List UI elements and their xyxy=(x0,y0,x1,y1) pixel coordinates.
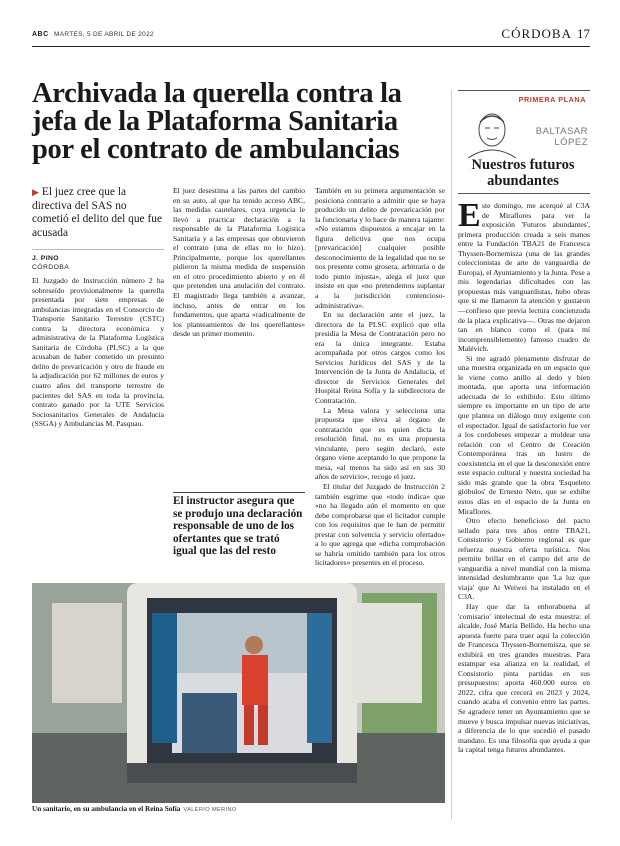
triangle-bullet-icon: ▶ xyxy=(32,187,39,197)
article-headline: Archivada la querella contra la jefa de la Plataforma Sanitaria por el contrato de ambulancias xyxy=(32,78,402,165)
column-paragraph-text: ste domingo, me acerqué al C3A de Miraflores para ver la exposición 'Futuros abundantes', primera producción creada a seis manos entre la Fundación TBA21 de Francesca Thyssen-Bornemisza (una de las grandes coleccionistas de arte de vanguardia de Europa), el Ayuntamiento y la Junta. Pese a mis legendarias dificultades con las propuestas más vanguardistas, hubo obras que sí me llamaron la atención y gustaron —confieso que previa lectura concienzuda de la placa explicativa—. Otras me dejaron tan en blanco como el (para mí incomprensiblemente) famoso cuadro de Malévich. xyxy=(458,201,590,354)
page-number: 17 xyxy=(577,26,590,41)
subtitle-text: El juez cree que la directiva del SAS no cometió el delito del que fue acusada xyxy=(32,186,162,239)
kicker-rule xyxy=(458,90,590,91)
column-author xyxy=(526,126,588,148)
article-column-2 xyxy=(173,186,305,339)
issue-date: MARTES, 5 DE ABRIL DE 2022 xyxy=(54,31,154,38)
column-paragraph: Otro efecto beneficioso del pacto sellado para tres años entre TBA21, Consistorio y Gobierno regional es que refuerza nuestra oferta turística. Nos permite brillar en el campo del arte de vanguardia a nivel mundial con la misma intensidad deslumbrante que 'La luz que viaja' que Ai Weiwei ha instalado en el C3A. xyxy=(458,516,590,602)
page-header xyxy=(32,26,590,46)
article-subtitle xyxy=(32,186,164,240)
author-last-name: LÓPEZ xyxy=(554,137,588,148)
header-rule xyxy=(32,46,590,47)
photo-credit: VALERIO MERINO xyxy=(183,807,237,813)
ambulance-illustration xyxy=(32,583,445,803)
column-title-rule xyxy=(458,193,590,194)
drop-cap: E xyxy=(458,197,481,234)
opinion-column xyxy=(458,197,590,755)
author-first-name: BALTASAR xyxy=(535,126,588,137)
article-paragraph: El titular del Juzgado de Instrucción 2 también esgrime que «todo indica» que «no ha llegado aún el momento en que debe comprobarse que el licitador cumple con los requisitos que le han de permitir prestar con solvencia y servicio ofertado» a lo que agrega que «dicha comprobación se habría omitido también para los otros licitadores» presentes en el proceso. xyxy=(315,481,445,568)
author-location: CÓRDOBA xyxy=(32,264,70,271)
column-title: Nuestros futuros abundantes xyxy=(471,157,575,189)
byline-rule xyxy=(32,249,164,250)
pullquote-rule xyxy=(173,492,305,493)
column-paragraph: Si me agradó plenamente disfrutar de una muestra organizada en un espacio que le viene como anillo al dedo y bien montada, que aporta una información adecuada de lo exhibido. Esto último siempre es importante en un tipo de arte que plantea un diálogo muy exigente con el espectador. Igual de satisfactorio fue ver a los cordobeses empezar a moldear una relación con el Centro de Creación Contemporánea tras un lustro de coexistencia en el que la desconexión entre este espacio cultural y nuestra sociedad ha sido más grande que la obra 'Esqueleto glóbulos' de Ernesto Neto, que se exhibe estos días en el espacio de la Junta en Miraflores. xyxy=(458,353,590,516)
article-paragraph: La Mesa valora y selecciona una propuesta que eleva al órgano de contratación que es quien dicta la resolución final, no es una propuesta vinculante, pero según declaró, este órgano viene aceptando lo que propone la mesa, «al menos ha sido así en sus 30 años de servicio», recoge el juez. xyxy=(315,405,445,482)
author-name: J. PINO xyxy=(32,255,59,262)
ambulance-photo xyxy=(32,583,445,803)
article-paragraph: También en su primera argumentación se posiciona contrario a admitir que se haya producido un delito de prevaricación por la funcionaria y lo hace de manera tajante: «No estamos dispuestos a encajar en la figura delictiva que nos ocupa [prevaricación] cualquier posible desconocimiento de la legalidad que no se nos presente como grosera, arbitraria o de todo punto injusta», alega el juez que insiste en que «no pretendemos suplantar a la jurisdicción contencioso-administrativa». xyxy=(315,186,445,310)
section-name: CÓRDOBA xyxy=(501,26,572,41)
column-divider xyxy=(451,90,452,820)
newspaper-brand: ABC xyxy=(32,31,49,38)
caption-text: Un sanitario, en su ambulancia en el Reina Sofía xyxy=(32,805,181,813)
pull-quote: El instructor asegura que se produjo una declaración responsable de uno de los ofertantes que se trató igual que las del resto xyxy=(173,495,303,558)
article-paragraph: En su declaración ante el juez, la directora de la PLSC explicó que ella presidía la Mesa de Contratación pero no era la única integrante. Estaba acompañada por otros cargos como los Servicios Jurídicos del SAS y de la Intervención de la Junta de Andalucía, el director de Servicios Generales del Hospital Reina Sofía y la subdirectora de Contratación. xyxy=(315,310,445,406)
author-sketch-icon xyxy=(458,108,526,158)
author-portrait xyxy=(458,108,526,158)
photo-caption xyxy=(32,805,445,813)
byline xyxy=(32,254,164,272)
kicker-label: PRIMERA PLANA xyxy=(518,95,586,104)
article-column-1 xyxy=(32,276,164,429)
article-paragraph: El Juzgado de Instrucción número 2 ha sobreseído provisionalmente la querella presentada por siete empresas de ambulancias integradas en el Consorcio de Transporte Sanitario Terrestre (CSTC) contra la directora económica y administrativa de la Plataforma Logística Sanitaria de Córdoba (PLSC) a la que acusaban de haber cometido un presunto delito de prevaricación y otro de fraude en la adjudicación por 62 millones de euros y cuatro años del transporte terrestre de pacientes del SAS en toda la provincia, contrato ganado por la UTE Servicios Sociosanitarios Generales de Andalucía (SSGA) y Ambulancias M. Pasquau. xyxy=(32,276,164,429)
article-column-3 xyxy=(315,186,445,568)
article-paragraph: El juez desestima a las partes del cambio en su auto, al que ha tenido acceso ABC, las medidas cautelares, cuya urgencia le llevó a practicar declaración a la responsable de la Plataforma Logística Sanitaria y a las empresas que obtuvieron el contrato (una de ellas no lo hizo). Principalmente, porque los querellantes pidieron la misma medida de suspensión en el otro procedimiento abierto y en él que pretenden una anulación del contrato. El magistrado llega también a avanzar, incluso, antes de entrar en los fundamentos, que aparta «radicalmente de los planteamientos de los querellantes» desde un primer momento. xyxy=(173,186,305,339)
column-paragraph: Hay que dar la enhorabuena al 'comisario' intelectual de esta muestra: el alcalde, José María Bellido. Ha hecho una apuesta fuerte para traer aquí la colección de Francesca Thyssen-Bornemisza, que se exhibirá en tres grandes muestras. Para estampar esa alianza en la realidad, el Consistorio pinta partidas en sus presupuestos: aporta 460.000 euros en 2022, cifra que crecerá en 2023 y 2024, cuando acaba el convenio entre las partes. Se agradece tener un Ayuntamiento que se mueve y busca impulsar nuevas iniciativas, a diferencia de lo que sucedió el pasado mandato. Es una filosofía que ayuda a que la capital tenga futuros abundantes. xyxy=(458,601,590,755)
column-kicker xyxy=(458,90,590,105)
